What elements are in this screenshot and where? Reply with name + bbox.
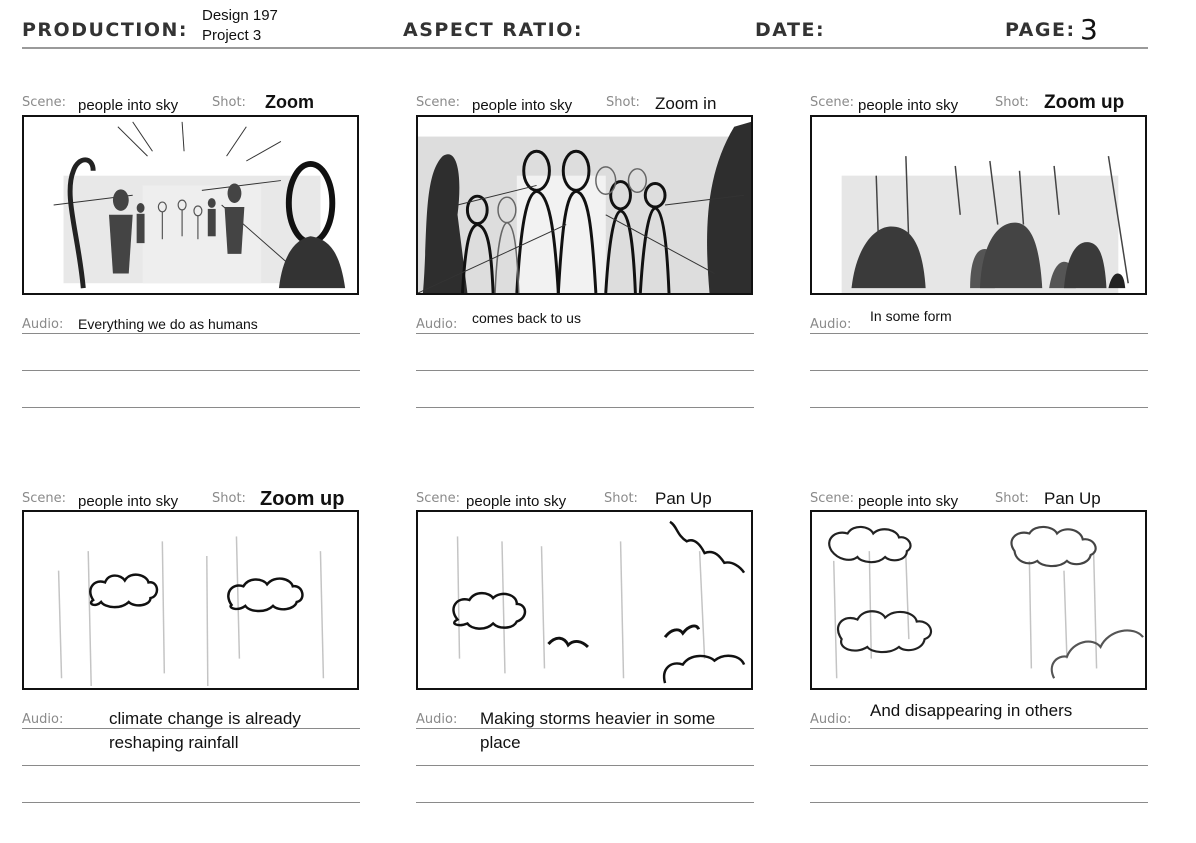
- header-divider: [22, 47, 1148, 49]
- shot-label: Shot:: [995, 491, 1029, 506]
- scene-value: people into sky: [858, 97, 959, 114]
- audio-rule-2: [416, 765, 754, 766]
- audio-text-line1: climate change is already: [109, 709, 301, 728]
- scene-label: Scene:: [22, 491, 67, 506]
- audio-rule-3: [22, 407, 360, 408]
- audio-rule-3: [416, 407, 754, 408]
- audio-text-line1: And disappearing in others: [870, 701, 1073, 720]
- audio-rule-3: [810, 802, 1148, 803]
- sketch-frame: [810, 115, 1147, 295]
- sketch-heads-rising: [812, 117, 1145, 293]
- shot-value: Zoom: [265, 92, 314, 112]
- shot-value: Zoom up: [260, 488, 345, 510]
- audio-text-line1: Making storms heavier in some: [480, 709, 716, 728]
- audio-label: Audio:: [22, 317, 64, 332]
- storyboard-panel-6: [810, 486, 1150, 816]
- sketch-frame: [810, 510, 1147, 690]
- audio-rule-2: [416, 370, 754, 371]
- sketch-frame: [22, 510, 359, 690]
- audio-rule-3: [22, 802, 360, 803]
- shot-label: Shot:: [212, 491, 246, 506]
- sketch-two-clouds: [24, 512, 357, 688]
- audio-label: Audio:: [22, 712, 64, 727]
- storyboard-panel-1: [22, 90, 362, 420]
- sketch-frame: [416, 115, 753, 295]
- audio-text-line2: place: [480, 733, 521, 752]
- shot-value: Zoom up: [1044, 92, 1125, 113]
- scene-label: Scene:: [22, 95, 67, 110]
- shot-value: Zoom in: [655, 94, 717, 113]
- audio-text-line1: comes back to us: [472, 310, 581, 326]
- sketch-clouds-and-birds: [418, 512, 751, 688]
- audio-label: Audio:: [416, 712, 458, 727]
- audio-rule-1: [416, 728, 754, 729]
- scene-label: Scene:: [810, 95, 855, 110]
- scene-label: Scene:: [810, 491, 855, 506]
- audio-rule-2: [810, 765, 1148, 766]
- page-label: PAGE:: [1005, 19, 1076, 41]
- shot-value: Pan Up: [655, 489, 712, 508]
- audio-rule-3: [416, 802, 754, 803]
- production-value-line1: Design 197: [202, 7, 278, 24]
- audio-label: Audio:: [416, 317, 458, 332]
- audio-rule-1: [810, 728, 1148, 729]
- shot-label: Shot:: [995, 95, 1029, 110]
- audio-rule-1: [22, 333, 360, 334]
- aspect-ratio-label: ASPECT RATIO:: [403, 19, 583, 41]
- audio-label: Audio:: [810, 317, 852, 332]
- audio-rule-1: [22, 728, 360, 729]
- audio-rule-3: [810, 407, 1148, 408]
- scene-value: people into sky: [466, 493, 567, 510]
- sketch-frame: [416, 510, 753, 690]
- audio-rule-2: [22, 370, 360, 371]
- page-number: 3: [1080, 13, 1098, 46]
- shot-value: Pan Up: [1044, 489, 1101, 508]
- scene-label: Scene:: [416, 491, 461, 506]
- scene-label: Scene:: [416, 95, 461, 110]
- sketch-scattered-clouds: [812, 512, 1145, 688]
- audio-rule-2: [810, 370, 1148, 371]
- sketch-frame: [22, 115, 359, 295]
- storyboard-panel-3: [810, 90, 1150, 420]
- shot-label: Shot:: [604, 491, 638, 506]
- audio-text-line1: In some form: [870, 308, 952, 324]
- production-value-line2: Project 3: [202, 27, 262, 44]
- audio-rule-1: [810, 333, 1148, 334]
- scene-value: people into sky: [858, 493, 959, 510]
- date-label: DATE:: [755, 19, 826, 41]
- storyboard-panel-5: [416, 486, 756, 816]
- scene-value: people into sky: [472, 97, 573, 114]
- audio-rule-2: [22, 765, 360, 766]
- shot-label: Shot:: [606, 95, 640, 110]
- audio-text-line1: Everything we do as humans: [78, 316, 258, 332]
- scene-value: people into sky: [78, 493, 179, 510]
- storyboard-panel-4: [22, 486, 362, 816]
- audio-label: Audio:: [810, 712, 852, 727]
- sketch-people-crowd-close: [418, 117, 751, 293]
- sketch-people-crowd-wide: [24, 117, 357, 293]
- scene-value: people into sky: [78, 97, 179, 114]
- storyboard-panel-2: [416, 90, 756, 420]
- shot-label: Shot:: [212, 95, 246, 110]
- production-label: PRODUCTION:: [22, 19, 189, 41]
- audio-text-line2: reshaping rainfall: [109, 733, 239, 752]
- audio-rule-1: [416, 333, 754, 334]
